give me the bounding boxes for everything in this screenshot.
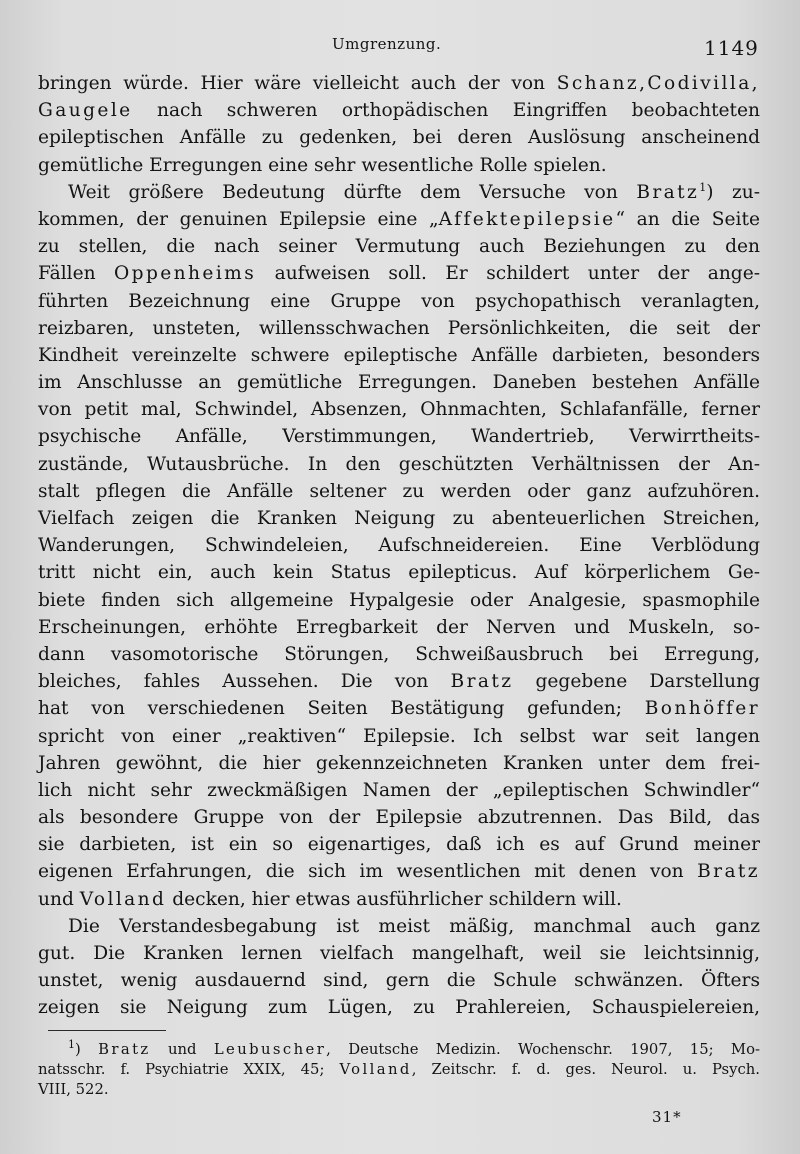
author-name: Oppenheims xyxy=(114,263,257,285)
text-segment: ) xyxy=(75,1041,99,1058)
author-name: Bonhöffer xyxy=(644,698,760,720)
text-line: epileptischen Anfälle zu gedenken, bei deren Auslösung anscheinend xyxy=(38,127,760,149)
text-line: Vielfach zeigen die Kranken Neigung zu abenteuerlichen Streichen, xyxy=(38,508,760,529)
text-line: stalt pflegen die Anfälle seltener zu werden oder ganz aufzuhören. xyxy=(38,480,760,502)
text-segment: bleiches, fahles Aussehen. Die von xyxy=(38,671,451,693)
text-line xyxy=(38,97,760,124)
text-segment: bringen würde. Hier wäre vielleicht auch der von xyxy=(38,73,557,94)
text-line: Kindheit vereinzelte schwere epileptische Anfälle darbieten, besonders xyxy=(38,344,760,366)
text-segment: und xyxy=(150,1041,214,1058)
footnote-mark: 1 xyxy=(68,1038,75,1052)
body-text xyxy=(38,70,760,1022)
author-name: Bratz xyxy=(636,181,700,203)
text-segment: hat von verschiedenen Seiten Bestätigung gefunden; xyxy=(38,698,645,720)
text-line: zu stellen, die nach seiner Vermutung auch Beziehungen zu den xyxy=(38,236,760,258)
text-segment: natsschr. f. Psychiatrie XXIX, 45; xyxy=(38,1061,340,1079)
author-name: Bratz xyxy=(450,671,514,693)
footnote-line xyxy=(38,1060,760,1080)
author-name: Leubuscher xyxy=(213,1041,327,1058)
text-line: spricht von einer „reaktiven“ Epilepsie. Ich selbst war seit langen xyxy=(38,725,760,747)
author-name: Schanz,Codivilla, xyxy=(556,73,760,94)
text-segment: aufweisen soll. Er schildert unter der ange- xyxy=(256,263,760,285)
footnote-line: VIII, 522. xyxy=(38,1081,109,1099)
running-head: Umgrenzung. xyxy=(332,35,442,53)
text-line: psychische Anfälle, Verstimmungen, Wandertrieb, Verwirrtheits- xyxy=(38,426,760,448)
text-line: führten Bezeichnung eine Gruppe von psychopathisch veranlagten, xyxy=(38,290,760,312)
author-name: Volland xyxy=(339,1061,412,1079)
text-line: biete finden sich allgemeine Hypalgesie oder Analgesie, spasmophile xyxy=(38,589,760,611)
text-segment: nach schweren orthopädischen Eingriffen beobachteten xyxy=(132,100,760,122)
text-line xyxy=(38,206,760,233)
text-line: als besondere Gruppe von der Epilepsie abzutrennen. Das Bild, das xyxy=(38,807,760,829)
author-name: Volland xyxy=(79,888,167,910)
text-line: unstet, wenig ausdauernd sind, gern die Schule schwänzen. Öfters xyxy=(38,970,760,992)
text-line xyxy=(38,695,760,722)
footnote-ref: 1 xyxy=(699,180,707,194)
text-segment: , Zeitschr. f. d. ges. Neurol. u. Psych. xyxy=(411,1061,760,1079)
text-segment: Fällen xyxy=(38,263,115,285)
author-name: Gaugele xyxy=(38,100,133,122)
text-segment: eigenen Erfahrungen, die sich im wesentlichen mit denen von xyxy=(38,861,698,883)
author-name: Bratz xyxy=(98,1041,151,1058)
text-line: im Anschlusse an gemütliche Erregungen. Daneben bestehen Anfälle xyxy=(38,372,760,394)
term-spaced: Affektepilepsie xyxy=(438,208,616,230)
author-name: Bratz xyxy=(697,861,760,883)
text-line: Wanderungen, Schwindeleien, Aufschneidereien. Eine Verblödung xyxy=(38,535,760,557)
text-line xyxy=(38,260,760,287)
text-line xyxy=(38,668,760,695)
printer-signature: 31* xyxy=(652,1108,682,1126)
text-line: gemütliche Erregungen eine sehr wesentliche Rolle spielen. xyxy=(38,154,607,176)
text-line: lich nicht sehr zweckmäßigen Namen der „epileptischen Schwindler“ xyxy=(38,779,760,801)
text-line: zeigen sie Neigung zum Lügen, zu Prahlereien, Schauspielereien, xyxy=(38,997,760,1019)
text-segment: , Deutsche Medizin. Wochenschr. 1907, 15; Mo- xyxy=(326,1041,760,1058)
text-line: reizbaren, unsteten, willensschwachen Persönlichkeiten, die seit der xyxy=(38,317,760,339)
text-line: gut. Die Kranken lernen vielfach mangelhaft, weil sie leichtsinnig, xyxy=(38,943,760,964)
text-segment: “ an die Seite xyxy=(615,208,760,230)
text-line xyxy=(38,886,760,913)
text-segment: Weit größere Bedeutung dürfte dem Versuche von xyxy=(68,181,637,203)
text-line xyxy=(38,858,760,885)
text-segment: gegebene Darstellung xyxy=(513,671,760,693)
text-segment: und xyxy=(38,888,80,910)
text-line: Jahren gewöhnt, die hier gekennzeichneten Kranken unter dem frei- xyxy=(38,752,760,774)
text-line: Erscheinungen, erhöhte Erregbarkeit der Nerven und Muskeln, so- xyxy=(38,616,760,638)
text-line xyxy=(38,179,760,206)
footnote-line xyxy=(38,1040,760,1060)
page-number: 1149 xyxy=(704,36,759,60)
text-line: zustände, Wutausbrüche. In den geschützten Verhältnissen der An- xyxy=(38,453,760,475)
text-segment: decken, hier etwas ausführlicher schildern will. xyxy=(166,888,622,910)
footnote-rule xyxy=(48,1030,166,1031)
text-line: sie darbieten, ist ein so eigenartiges, daß ich es auf Grund meiner xyxy=(38,834,760,856)
text-line: tritt nicht ein, auch kein Status epilepticus. Auf körperlichem Ge- xyxy=(38,562,760,584)
text-line xyxy=(38,70,760,97)
footnote xyxy=(38,1040,760,1101)
text-segment: kommen, der genuinen Epilepsie eine „ xyxy=(38,208,439,230)
text-line: Die Verstandesbegabung ist meist mäßig, manchmal auch ganz xyxy=(68,915,760,937)
text-line: dann vasomotorische Störungen, Schweißausbruch bei Erregung, xyxy=(38,643,760,665)
text-line: von petit mal, Schwindel, Absenzen, Ohnmachten, Schlafanfälle, ferner xyxy=(38,399,760,421)
text-segment: ) zu- xyxy=(706,181,760,203)
